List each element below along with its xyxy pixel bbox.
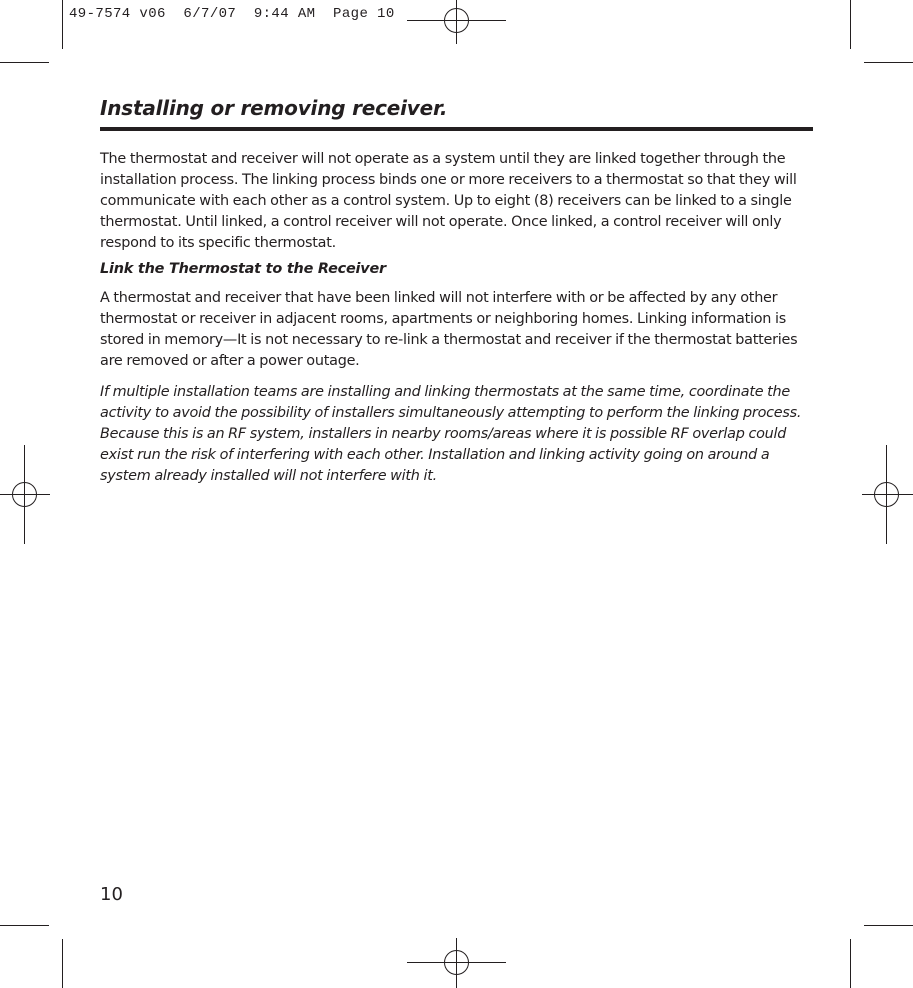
section-title: Installing or removing receiver.	[100, 96, 448, 120]
installer-note-paragraph: If multiple installation teams are installing and linking thermostats at the same time, coordinate the activity to avoid the possibility of installers simultaneously attempting to perform the linking process. Because this is an RF system, installers in nearby rooms/areas where it is possible RF overlap could exist run the risk of interfering with each other. Installation and linking activity going on around a system already installed will not interfere with it.	[100, 384, 802, 484]
registration-mark-bottom	[407, 938, 506, 988]
intro-paragraph: The thermostat and receiver will not operate as a system until they are linked together through the installation process. The linking process binds one or more receivers to a thermostat so that they will communicate with each other as a control system. Up to eight (8) receivers can be linked to a single thermostat. Until linked, a control receiver will not operate. Once linked, a control receiver will only respond to its specific thermostat.	[100, 151, 797, 251]
registration-mark-right	[862, 445, 913, 544]
registration-mark-left	[0, 445, 50, 544]
linking-paragraph: A thermostat and receiver that have been linked will not interfere with or be affected by any other thermostat or receiver in adjacent rooms, apartments or neighboring homes. Linking information is stored in memory—It is not necessary to re-link a thermostat and receiver if the thermostat batteries are removed or after a power outage.	[100, 290, 798, 369]
registration-mark-top	[407, 0, 506, 44]
title-rule	[100, 127, 813, 131]
page-number: 10	[100, 884, 123, 905]
print-slug-line: 49-7574 v06 6/7/07 9:44 AM Page 10	[69, 6, 395, 22]
subheading: Link the Thermostat to the Receiver	[100, 261, 386, 277]
